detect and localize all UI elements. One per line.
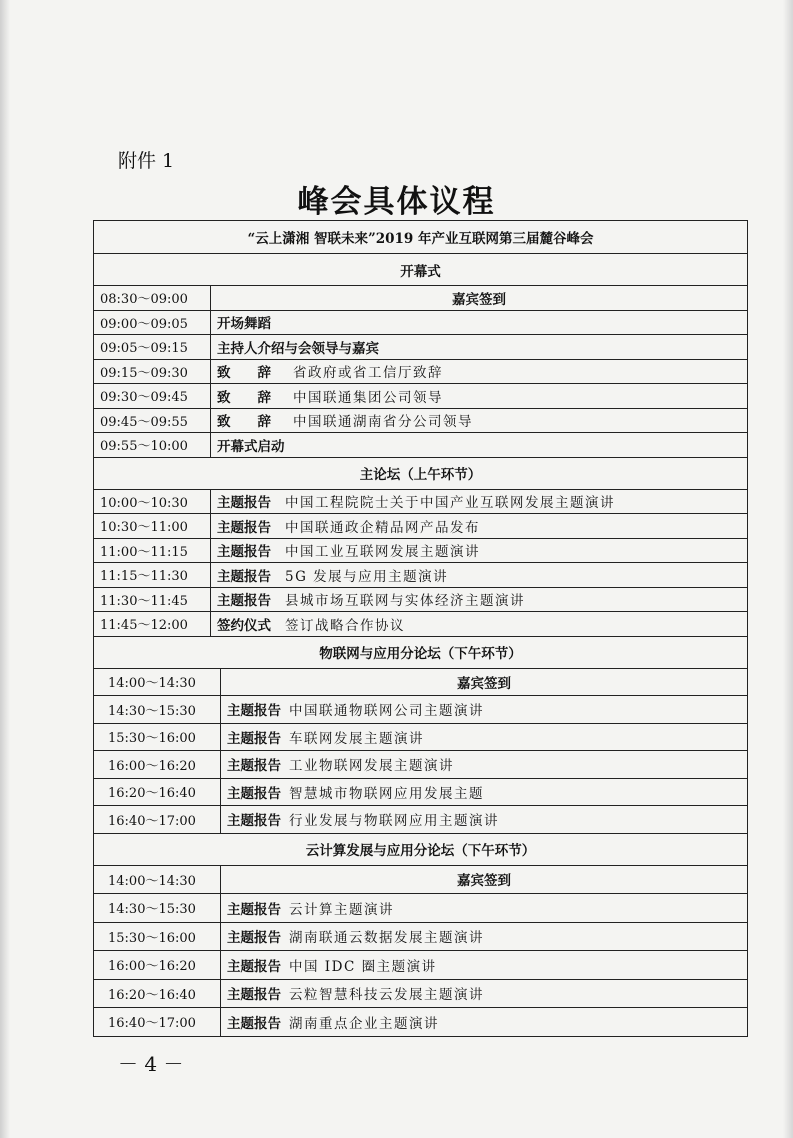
agenda-row — [94, 696, 748, 724]
agenda-row — [94, 286, 748, 311]
content-cell — [221, 1008, 748, 1037]
session-topic: 云计算主题演讲 — [289, 901, 394, 918]
session-type: 致 辞 — [217, 365, 271, 382]
session-topic: 湖南联通云数据发展主题演讲 — [289, 930, 484, 947]
time-cell: 10:00～10:30 — [94, 489, 211, 514]
session-type: 致 辞 — [217, 414, 271, 431]
session-type: 开场舞蹈 — [217, 316, 271, 333]
agenda-row — [94, 563, 748, 588]
session-type: 签约仪式 — [217, 617, 271, 634]
content-cell — [221, 979, 748, 1008]
content-cell — [211, 489, 748, 514]
content-cell: 嘉宾签到 — [221, 668, 748, 696]
agenda-row — [94, 587, 748, 612]
agenda-row — [94, 894, 748, 923]
content-cell — [221, 922, 748, 951]
session-type: 主题报告 — [227, 813, 281, 830]
page-edge-shadow-left — [0, 0, 10, 1138]
agenda-row — [94, 514, 748, 539]
content-cell — [211, 310, 748, 335]
agenda-row — [94, 538, 748, 563]
time-cell: 09:45～09:55 — [94, 408, 211, 433]
content-cell — [211, 408, 748, 433]
time-cell: 09:30～09:45 — [94, 384, 211, 409]
session-topic: 湖南重点企业主题演讲 — [289, 1015, 439, 1032]
time-cell: 11:30～11:45 — [94, 587, 211, 612]
content-cell — [221, 894, 748, 923]
time-cell: 09:55～10:00 — [94, 433, 211, 458]
content-cell — [211, 514, 748, 539]
agenda-row — [94, 922, 748, 951]
time-cell: 09:05～09:15 — [94, 335, 211, 360]
session-type: 主题报告 — [227, 901, 281, 918]
time-cell: 14:30～15:30 — [94, 894, 221, 923]
time-cell: 11:45～12:00 — [94, 612, 211, 637]
session-topic: 中国 IDC 圈主题演讲 — [289, 958, 437, 975]
time-cell: 09:15～09:30 — [94, 359, 211, 384]
session-topic: 云粒智慧科技云发展主题演讲 — [289, 987, 484, 1004]
content-cell — [211, 335, 748, 360]
agenda-row — [94, 778, 748, 806]
session-type: 主题报告 — [227, 930, 281, 947]
time-cell: 10:30～11:00 — [94, 514, 211, 539]
time-cell: 16:40～17:00 — [94, 1008, 221, 1037]
session-topic: 工业物联网发展主题演讲 — [289, 758, 454, 775]
agenda-row — [94, 384, 748, 409]
agenda-row — [94, 335, 748, 360]
session-topic: 中国联通物联网公司主题演讲 — [289, 703, 484, 720]
time-cell: 08:30～09:00 — [94, 286, 211, 311]
agenda-row — [94, 408, 748, 433]
content-cell — [211, 433, 748, 458]
session-type: 主题报告 — [217, 544, 271, 561]
section-heading: 主论坛（上午环节） — [94, 457, 748, 489]
agenda-row — [94, 612, 748, 637]
content-cell — [211, 587, 748, 612]
content-cell: 嘉宾签到 — [221, 865, 748, 894]
content-cell — [221, 951, 748, 980]
agenda-row — [94, 751, 748, 779]
session-type: 主持人介绍与会领导与嘉宾 — [217, 340, 379, 357]
session-type: 主题报告 — [217, 593, 271, 610]
session-type: 主题报告 — [227, 958, 281, 975]
session-type: 主题报告 — [227, 758, 281, 775]
agenda-row — [94, 433, 748, 458]
session-type: 主题报告 — [227, 1015, 281, 1032]
session-type: 主题报告 — [227, 730, 281, 747]
session-type: 主题报告 — [227, 987, 281, 1004]
session-type: 致 辞 — [217, 389, 271, 406]
agenda-table — [93, 220, 748, 1037]
time-cell: 16:20～16:40 — [94, 979, 221, 1008]
content-cell — [211, 359, 748, 384]
agenda-row — [94, 723, 748, 751]
session-type: 主题报告 — [227, 703, 281, 720]
session-topic: 中国联通政企精品网产品发布 — [285, 519, 480, 536]
section-heading: 物联网与应用分论坛（下午环节） — [94, 636, 748, 668]
content-cell — [211, 612, 748, 637]
agenda-row — [94, 489, 748, 514]
time-cell: 14:00～14:30 — [94, 668, 221, 696]
content-cell — [221, 723, 748, 751]
session-topic: 中国工业互联网发展主题演讲 — [285, 544, 480, 561]
session-topic: 5G 发展与应用主题演讲 — [285, 568, 449, 585]
agenda-row — [94, 979, 748, 1008]
session-topic: 县城市场互联网与实体经济主题演讲 — [285, 593, 525, 610]
session-topic: 签订战略合作协议 — [285, 617, 405, 634]
content-cell — [221, 806, 748, 834]
time-cell: 09:00～09:05 — [94, 310, 211, 335]
time-cell: 15:30～16:00 — [94, 922, 221, 951]
session-type: 主题报告 — [217, 568, 271, 585]
time-cell: 11:15～11:30 — [94, 563, 211, 588]
section-heading: 开幕式 — [94, 254, 748, 286]
content-cell — [221, 696, 748, 724]
time-cell: 16:40～17:00 — [94, 806, 221, 834]
session-topic: 智慧城市物联网应用发展主题 — [289, 785, 484, 802]
page-title: 峰会具体议程 — [297, 184, 496, 220]
content-cell — [221, 751, 748, 779]
section-heading: 云计算发展与应用分论坛（下午环节） — [94, 833, 748, 865]
content-cell: 嘉宾签到 — [211, 286, 748, 311]
time-cell: 16:00～16:20 — [94, 951, 221, 980]
page-edge-shadow-right — [783, 0, 793, 1138]
time-cell: 11:00～11:15 — [94, 538, 211, 563]
agenda-row — [94, 806, 748, 834]
session-topic: 省政府或省工信厅致辞 — [293, 365, 443, 382]
session-topic: 中国联通湖南省分公司领导 — [293, 414, 473, 431]
session-topic: 中国联通集团公司领导 — [293, 389, 443, 406]
session-topic: 中国工程院院士关于中国产业互联网发展主题演讲 — [285, 495, 615, 512]
session-topic: 行业发展与物联网应用主题演讲 — [289, 813, 499, 830]
session-topic: 车联网发展主题演讲 — [289, 730, 424, 747]
content-cell — [221, 778, 748, 806]
time-cell: 15:30～16:00 — [94, 723, 221, 751]
agenda-row — [94, 1008, 748, 1037]
content-cell — [211, 538, 748, 563]
agenda-row — [94, 668, 748, 696]
summit-name: “云上潇湘 智联未来”2019 年产业互联网第三届麓谷峰会 — [94, 221, 748, 254]
time-cell: 14:00～14:30 — [94, 865, 221, 894]
session-type: 主题报告 — [217, 495, 271, 512]
agenda-row — [94, 865, 748, 894]
session-type: 主题报告 — [217, 519, 271, 536]
content-cell — [211, 563, 748, 588]
time-cell: 16:20～16:40 — [94, 778, 221, 806]
agenda-row — [94, 310, 748, 335]
time-cell: 14:30～15:30 — [94, 696, 221, 724]
session-type: 开幕式启动 — [217, 438, 285, 455]
content-cell — [211, 384, 748, 409]
page-number: － 4 － — [118, 1052, 184, 1076]
agenda-row — [94, 359, 748, 384]
attachment-label: 附件 1 — [118, 150, 175, 172]
session-type: 主题报告 — [227, 785, 281, 802]
time-cell: 16:00～16:20 — [94, 751, 221, 779]
agenda-row — [94, 951, 748, 980]
